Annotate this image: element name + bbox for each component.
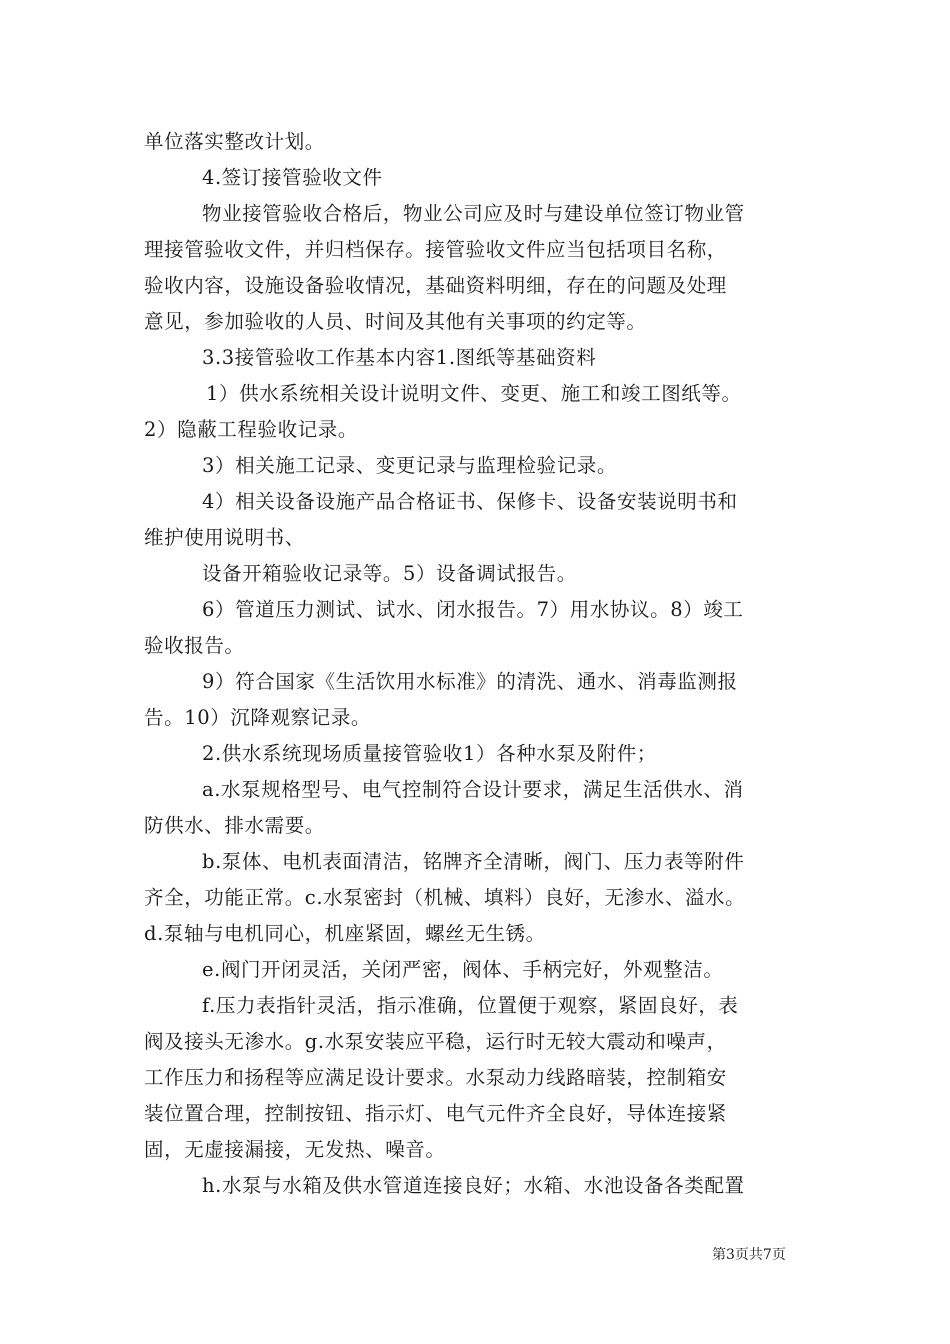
list-item: 维护使用说明书、 <box>144 526 305 549</box>
list-item: 设备开箱验收记录等。5）设备调试报告。 <box>202 562 577 585</box>
list-item: 阀及接头无渗水。g.水泵安装应平稳，运行时无较大震动和噪声， <box>144 1030 727 1053</box>
list-item: 齐全，功能正常。c.水泵密封（机械、填料）良好，无渗水、溢水。 <box>144 886 746 909</box>
paragraph-line: 单位落实整改计划。 <box>144 130 325 153</box>
list-item: 工作压力和扬程等应满足设计要求。水泵动力线路暗装，控制箱安 <box>144 1066 727 1089</box>
paragraph-line: 验收内容，设施设备验收情况，基础资料明细，存在的问题及处理 <box>144 274 727 297</box>
list-item: 4）相关设备设施产品合格证书、保修卡、设备安装说明书和 <box>202 490 738 513</box>
section-heading: 2.供水系统现场质量接管验收1）各种水泵及附件； <box>202 742 657 765</box>
list-item: b.泵体、电机表面清洁，铭牌齐全清晰，阀门、压力表等附件 <box>202 850 745 873</box>
list-item: h.水泵与水箱及供水管道连接良好；水箱、水池设备各类配置 <box>202 1174 745 1197</box>
section-heading: 3.3接管验收工作基本内容1.图纸等基础资料 <box>202 346 597 369</box>
list-item: 1）供水系统相关设计说明文件、变更、施工和竣工图纸等。 <box>206 382 742 405</box>
section-heading: 4.签订接管验收文件 <box>202 166 383 189</box>
list-item: 防供水、排水需要。 <box>144 814 325 837</box>
list-item: d.泵轴与电机同心，机座紧固，螺丝无生锈。 <box>144 922 546 945</box>
list-item: 告。10）沉降观察记录。 <box>144 706 372 729</box>
list-item: a.水泵规格型号、电气控制符合设计要求，满足生活供水、消 <box>202 778 744 801</box>
list-item: 验收报告。 <box>144 634 245 657</box>
list-item: 9）符合国家《生活饮用水标准》的清洗、通水、消毒监测报 <box>202 670 738 693</box>
page-number: 第3页共7页 <box>712 1247 786 1263</box>
list-item: 装位置合理，控制按钮、指示灯、电气元件齐全良好，导体连接紧 <box>144 1102 727 1125</box>
paragraph-line: 意见，参加验收的人员、时间及其他有关事项的约定等。 <box>144 310 647 333</box>
list-item: f.压力表指针灵活，指示准确，位置便于观察，紧固良好，表 <box>202 994 739 1017</box>
list-item: e.阀门开闭灵活，关闭严密，阀体、手柄完好，外观整洁。 <box>202 958 724 981</box>
paragraph-line: 理接管验收文件，并归档保存。接管验收文件应当包括项目名称， <box>144 238 727 261</box>
list-item: 3）相关施工记录、变更记录与监理检验记录。 <box>202 454 618 477</box>
list-item: 固，无虚接漏接，无发热、噪音。 <box>144 1138 446 1161</box>
paragraph-line: 物业接管验收合格后，物业公司应及时与建设单位签订物业管 <box>202 202 745 225</box>
list-item: 6）管道压力测试、试水、闭水报告。7）用水协议。8）竣工 <box>202 598 744 621</box>
list-item: 2）隐蔽工程验收记录。 <box>144 418 359 441</box>
